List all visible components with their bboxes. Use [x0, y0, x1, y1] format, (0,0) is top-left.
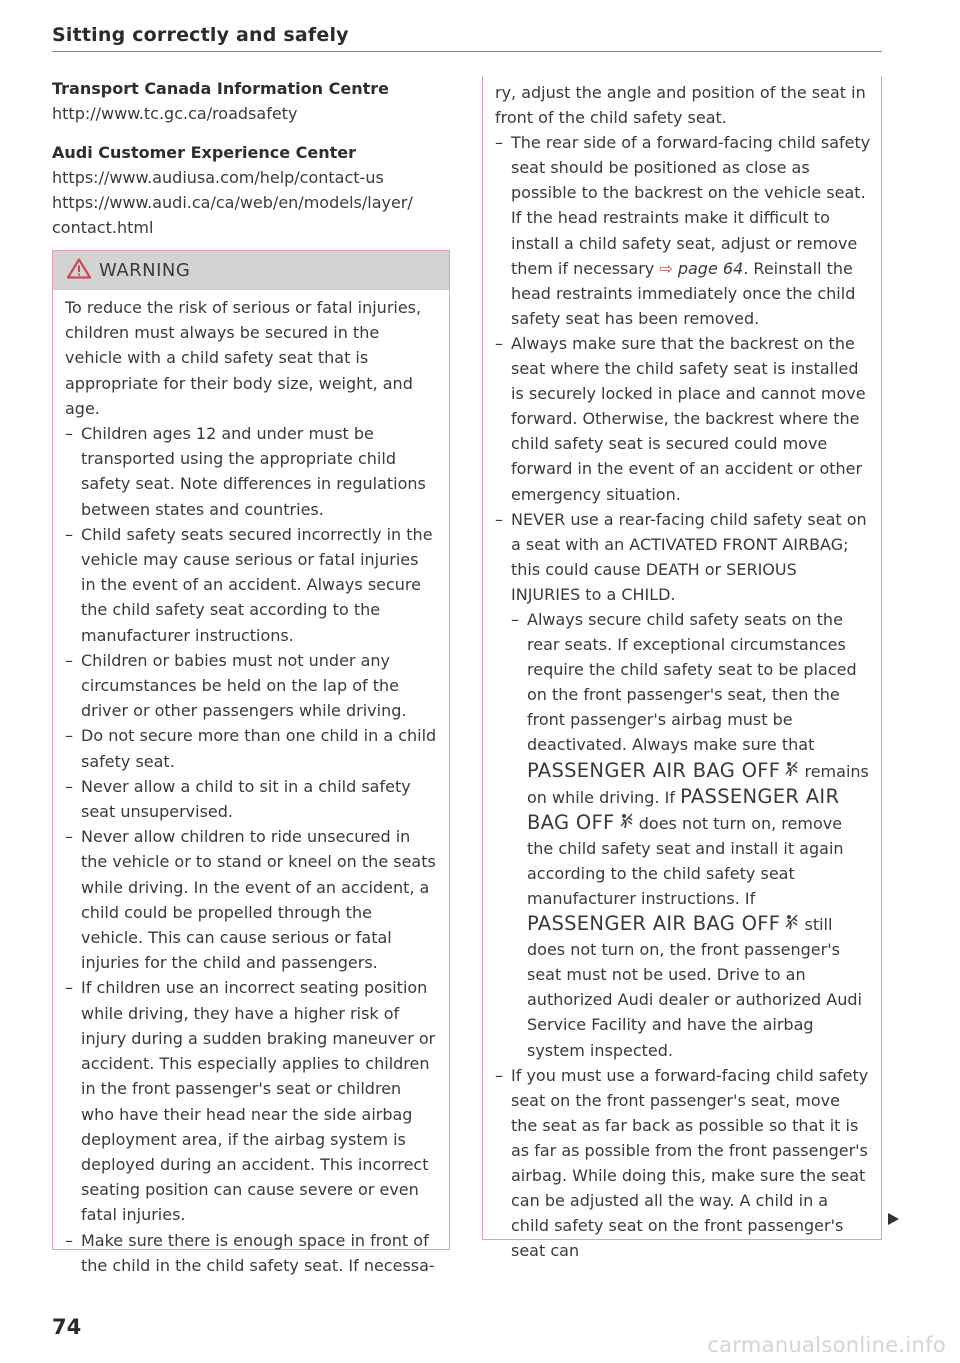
transport-canada-heading: Transport Canada Information Centre: [52, 79, 389, 98]
passenger-airbag-off-label: PASSENGER AIR BAG OFF: [527, 784, 840, 834]
page-reference-link[interactable]: page 64: [677, 258, 744, 278]
warning-item: – Never allow children to ride unsecured in the vehicle or to stand or kneel on the seats while driving. In the event of an accident, a child could be propelled through the vehicle. This can cause serious or fatal injuries for the child and passengers.: [65, 824, 437, 975]
contact-info: [52, 76, 452, 240]
transport-canada-url[interactable]: http://www.tc.gc.ca/roadsafety: [52, 104, 298, 123]
audi-canada-url[interactable]: https://www.audi.ca/ca/web/en/models/layer/: [52, 193, 413, 212]
warning-item: – Never allow a child to sit in a child safety seat unsupervised.: [65, 774, 437, 824]
warning-box: [52, 250, 450, 1275]
warning-item: – NEVER use a rear-facing child safety seat on a seat with an ACTIVATED FRONT AIRBAG; this could cause DEATH or SERIOUS INJURIES to a CHILD.: [495, 507, 871, 607]
warning-item-rear-side: [495, 130, 871, 331]
airbag-off-indicator-icon: [785, 762, 804, 781]
audi-center-heading: Audi Customer Experience Center: [52, 143, 357, 162]
warning-item: – Always make sure that the backrest on the seat where the child safety seat is installed is securely locked in place and cannot move forward. Otherwise, the backrest where the child safety seat is secured could move forward in the event of an accident or other emergency situation.: [495, 331, 871, 507]
warning-sub-item: [495, 607, 871, 1063]
sub-item-text: does not turn on, remove the child safety seat and install it again according to the child safety seat manufacturer instructions. If: [527, 813, 844, 908]
passenger-airbag-off-label: PASSENGER AIR BAG OFF: [527, 758, 781, 782]
warning-item: – Children ages 12 and under must be transported using the appropriate child safety seat. Note differences in regulations between states and countries.: [65, 421, 437, 522]
warning-title: WARNING: [99, 260, 191, 281]
warning-continuation-body: [483, 76, 881, 1263]
warning-item: – Children or babies must not under any circumstances be held on the lap of the driver or other passengers while driving.: [65, 648, 437, 724]
sub-item-text: still does not turn on, the front passenger's seat must not be used. Drive to an authorized Audi dealer or authorized Audi Service Facility and have the airbag system inspected.: [527, 915, 862, 1060]
warning-item: – If you must use a forward-facing child safety seat on the front passenger's seat, move the seat as far back as possible so that it is as far as possible from the front passenger's airbag. While doing this, make sure the seat can be adjusted all the way. A child in a child safety seat on the front passenger's seat can: [495, 1063, 871, 1264]
rear-side-text: The rear side of a forward-facing child safety seat should be positioned as close as possible to the backrest on the vehicle seat. If the head restraints make it difficult to install a child safety seat, adjust or remove them if necessary: [511, 133, 871, 278]
audi-canada-url-continued[interactable]: contact.html: [52, 218, 154, 237]
warning-triangle-icon: [67, 258, 91, 283]
warning-header: [53, 251, 449, 290]
airbag-off-indicator-icon: [620, 814, 639, 833]
warning-item: – Do not secure more than one child in a child safety seat.: [65, 723, 437, 773]
continued-text: ry, adjust the angle and position of the seat in front of the child safety seat.: [495, 83, 866, 128]
page-number: 74: [52, 1315, 82, 1339]
warning-item: – If children use an incorrect seating position while driving, they have a higher risk of injury during a sudden braking maneuver or accident. This especially applies to children in the front passenger's seat or children who have their head near the side airbag deployment area, if the airbag system is deployed during an accident. This incorrect seating position can cause severe or even fatal injuries.: [65, 975, 437, 1227]
warning-item: – Make sure there is enough space in front of the child in the child safety seat. If necessa-: [65, 1228, 437, 1278]
warning-item: – Child safety seats secured incorrectly in the vehicle may cause serious or fatal injuries in the event of an accident. Always secure the child safety seat according to the manufacturer instructions.: [65, 522, 437, 648]
rear-side-text-continued: . Reinstall the head restraints immediately once the child safety seat has been removed.: [511, 258, 856, 328]
warning-intro: To reduce the risk of serious or fatal injuries, children must always be secured in the vehicle with a child safety seat that is appropriate for their body size, weight, and age.: [65, 298, 422, 418]
warning-body: [53, 290, 449, 1278]
airbag-off-indicator-icon: [785, 915, 804, 934]
header-divider: [52, 51, 882, 52]
sub-item-text: Always secure child safety seats on the rear seats. If exceptional circumstances require the child safety seat to be placed on the front passenger's seat, then the front passenger's airbag must be deactivated. Always make sure that: [527, 609, 857, 755]
section-title: Sitting correctly and safely: [52, 24, 349, 46]
sub-item-text: remains on while driving. If: [527, 761, 869, 807]
passenger-airbag-off-label: PASSENGER AIR BAG OFF: [527, 912, 781, 936]
page-reference-arrow-icon: ⇨: [659, 258, 673, 278]
watermark: carmanualsonline.info: [707, 1333, 946, 1357]
warning-continuation-box: [482, 76, 882, 1261]
audi-usa-url[interactable]: https://www.audiusa.com/help/contact-us: [52, 168, 384, 187]
continued-arrow-icon: [888, 1213, 899, 1225]
